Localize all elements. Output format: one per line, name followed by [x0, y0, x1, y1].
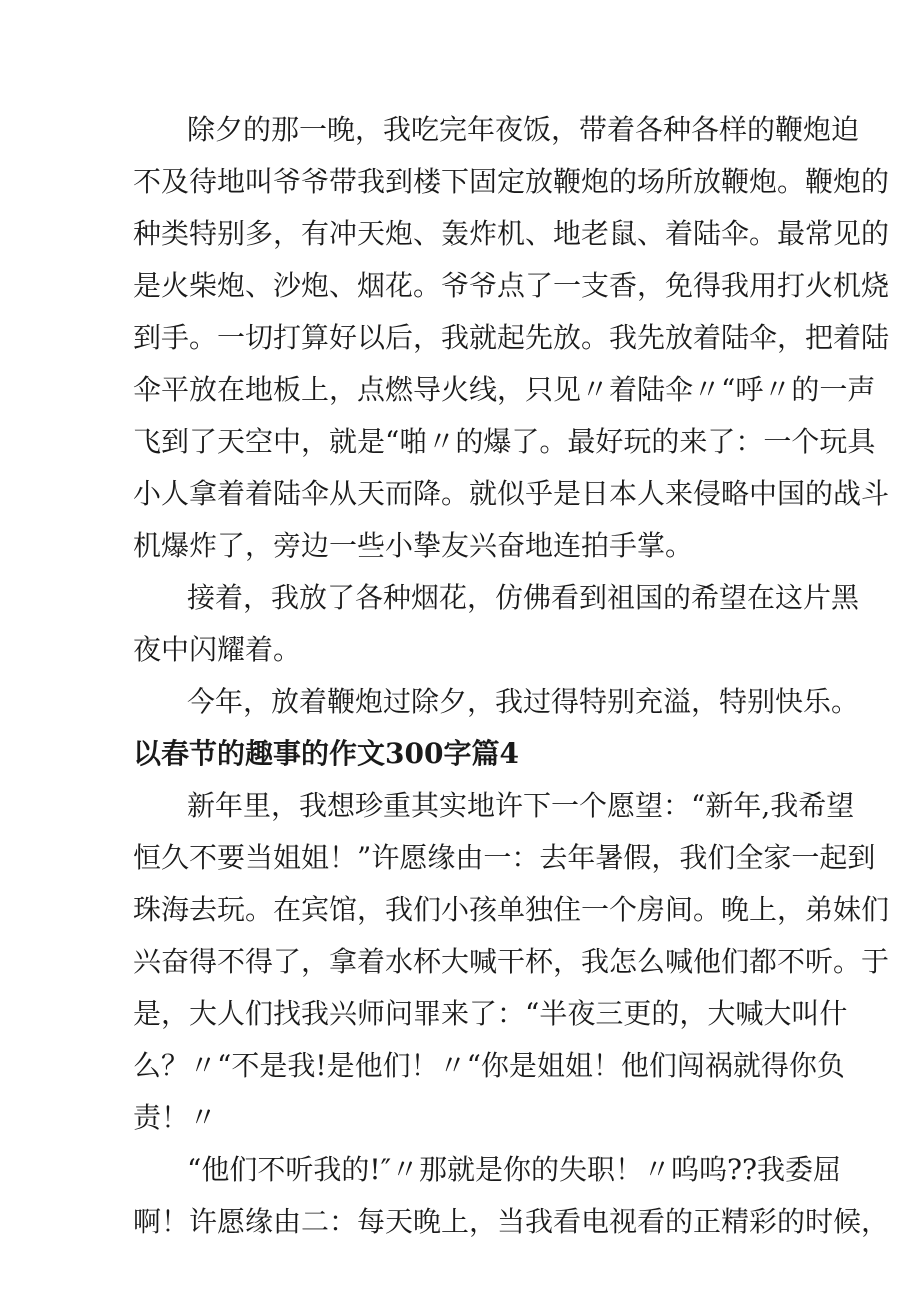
- text-line: 么？〃“不是我!是他们！〃“你是姐姐！他们闯祸就得你负: [133, 1049, 845, 1082]
- text-line: 夜中闪耀着。: [133, 633, 302, 666]
- text-line: 机爆炸了，旁边一些小挚友兴奋地连拍手掌。: [133, 529, 694, 562]
- text-line: “他们不听我的!″〃那就是你的失职！〃呜呜??我委屈: [187, 1153, 842, 1186]
- text-line: 责！〃: [133, 1101, 218, 1134]
- text-line: 兴奋得不得了，拿着水杯大喊干杯，我怎么喊他们都不听。于: [133, 945, 890, 978]
- section-heading: 以春节的趣事的作文300字篇4: [133, 737, 519, 770]
- text-line: 啊！许愿缘由二：每天晚上，当我看电视看的正精彩的时候，: [133, 1205, 890, 1238]
- text-line: 到手。一切打算好以后，我就起先放。我先放着陆伞，把着陆: [133, 321, 890, 354]
- text-line: 今年，放着鞭炮过除夕，我过得特别充溢，特别快乐。: [187, 685, 860, 718]
- text-line: 接着，我放了各种烟花，仿佛看到祖国的希望在这片黑: [187, 581, 860, 614]
- text-line: 新年里，我想珍重其实地许下一个愿望：“新年,我希望: [187, 789, 855, 822]
- text-line: 是，大人们找我兴师问罪来了：“半夜三更的，大喊大叫什: [133, 997, 848, 1030]
- text-line: 恒久不要当姐姐！”许愿缘由一：去年暑假，我们全家一起到: [133, 841, 876, 874]
- text-line: 珠海去玩。在宾馆，我们小孩单独住一个房间。晚上，弟妹们: [133, 893, 890, 926]
- text-line: 除夕的那一晚，我吃完年夜饭，带着各种各样的鞭炮迫: [187, 113, 860, 146]
- text-line: 是火柴炮、沙炮、烟花。爷爷点了一支香，免得我用打火机烧: [133, 269, 890, 302]
- text-line: 种类特别多，有冲天炮、轰炸机、地老鼠、着陆伞。最常见的: [133, 217, 890, 250]
- text-line: 不及待地叫爷爷带我到楼下固定放鞭炮的场所放鞭炮。鞭炮的: [133, 165, 890, 198]
- text-line: 伞平放在地板上，点燃导火线，只见〃着陆伞〃“呼〃的一声: [133, 373, 876, 406]
- text-line: 小人拿着着陆伞从天而降。就似乎是日本人来侵略中国的战斗: [133, 477, 890, 510]
- text-line: 飞到了天空中，就是“啪〃的爆了。最好玩的来了：一个玩具: [133, 425, 876, 458]
